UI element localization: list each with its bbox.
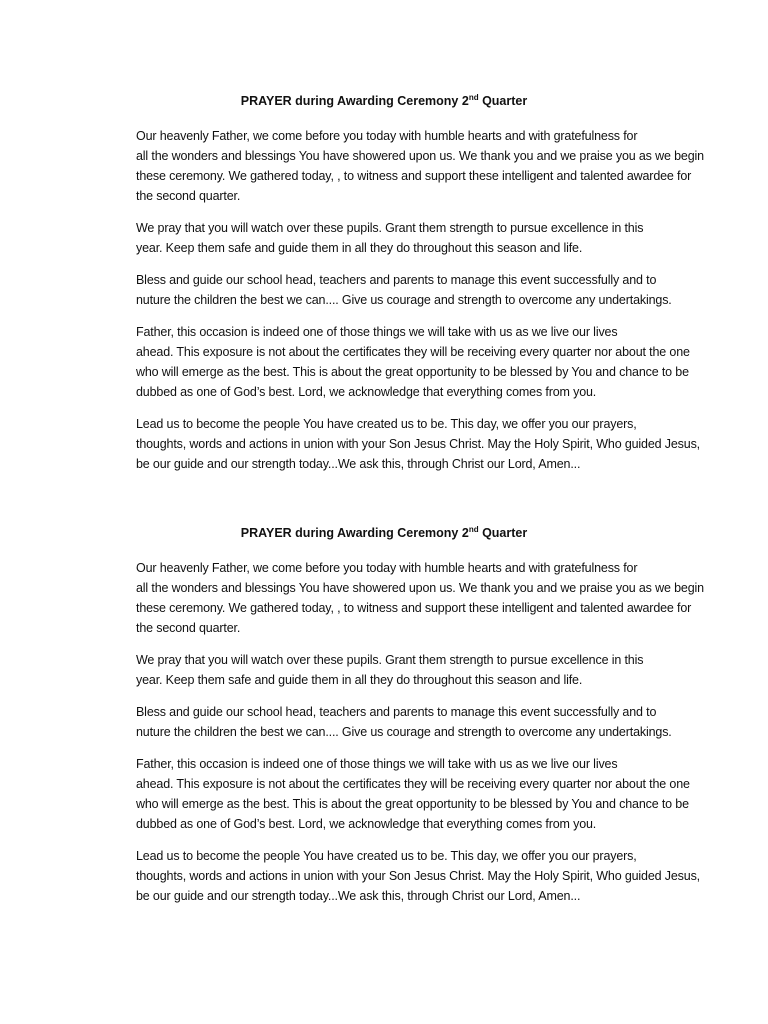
text-line: Lead us to become the people You have created us to be. This day, we offer you our prayers, — [136, 849, 637, 863]
text-line: Bless and guide our school head, teachers and parents to manage this event successfully and to — [136, 705, 657, 719]
paragraph-occasion — [90, 754, 690, 834]
paragraph-school-head — [90, 270, 678, 310]
title-suffix: Quarter — [478, 94, 528, 108]
text-line: We pray that you will watch over these pupils. Grant them strength to pursue excellence in this — [136, 653, 644, 667]
paragraph-closing — [90, 414, 701, 474]
paragraph-school-head — [90, 702, 678, 742]
title-suffix: Quarter — [478, 526, 528, 540]
text-line: nuture the children the best we can.... Give us courage and strength to overcome any undertakings. — [136, 725, 672, 739]
text-line: Our heavenly Father, we come before you today with humble hearts and with gratefulness for — [136, 129, 638, 143]
text-line: year. Keep them safe and guide them in all they do throughout this season and life. — [136, 673, 583, 687]
text-line: the second quarter. — [136, 189, 241, 203]
title-superscript: nd — [468, 524, 479, 534]
prayer-title — [90, 92, 678, 111]
paragraph-occasion — [90, 322, 690, 402]
text-line: thoughts, words and actions in union with your Son Jesus Christ. May the Holy Spirit, Who guided Jesus, — [136, 437, 701, 451]
text-line: year. Keep them safe and guide them in all they do throughout this season and life. — [136, 241, 583, 255]
text-line: Bless and guide our school head, teachers and parents to manage this event successfully and to — [136, 273, 657, 287]
text-line: Father, this occasion is indeed one of those things we will take with us as we live our lives — [136, 757, 618, 771]
text-line: who will emerge as the best. This is about the great opportunity to be blessed by You and chance to be — [136, 365, 689, 379]
text-line: thoughts, words and actions in union with your Son Jesus Christ. May the Holy Spirit, Who guided Jesus, — [136, 869, 701, 883]
text-line: be our guide and our strength today...We ask this, through Christ our Lord, Amen... — [136, 889, 581, 903]
text-line: We pray that you will watch over these pupils. Grant them strength to pursue excellence in this — [136, 221, 644, 235]
paragraph-opening — [90, 558, 704, 638]
text-line: the second quarter. — [136, 621, 241, 635]
paragraph-closing — [90, 846, 701, 906]
paragraph-pupils — [90, 650, 678, 690]
paragraph-opening — [90, 126, 704, 206]
text-line: be our guide and our strength today...We ask this, through Christ our Lord, Amen... — [136, 457, 581, 471]
text-line: nuture the children the best we can.... Give us courage and strength to overcome any undertakings. — [136, 293, 672, 307]
title-superscript: nd — [468, 92, 479, 102]
paragraph-pupils — [90, 218, 678, 258]
prayer-section-1 — [90, 92, 704, 486]
title-main: PRAYER during Awarding Ceremony 2 — [240, 94, 469, 108]
title-main: PRAYER during Awarding Ceremony 2 — [240, 526, 469, 540]
text-line: dubbed as one of God’s best. Lord, we acknowledge that everything comes from you. — [136, 817, 597, 831]
text-line: ahead. This exposure is not about the certificates they will be receiving every quarter nor about the one — [136, 777, 690, 791]
text-line: ahead. This exposure is not about the certificates they will be receiving every quarter nor about the one — [136, 345, 690, 359]
text-line: dubbed as one of God’s best. Lord, we acknowledge that everything comes from you. — [136, 385, 597, 399]
text-line: these ceremony. We gathered today, , to witness and support these intelligent and talented awardee for — [136, 169, 692, 183]
text-line: Our heavenly Father, we come before you today with humble hearts and with gratefulness for — [136, 561, 638, 575]
text-line: Lead us to become the people You have created us to be. This day, we offer you our prayers, — [136, 417, 637, 431]
prayer-title — [90, 524, 678, 543]
prayer-section-2 — [90, 524, 704, 918]
text-line: Father, this occasion is indeed one of those things we will take with us as we live our lives — [136, 325, 618, 339]
text-line: all the wonders and blessings You have showered upon us. We thank you and we praise you as we begin — [136, 149, 704, 163]
text-line: who will emerge as the best. This is about the great opportunity to be blessed by You and chance to be — [136, 797, 689, 811]
text-line: all the wonders and blessings You have showered upon us. We thank you and we praise you as we begin — [136, 581, 704, 595]
text-line: these ceremony. We gathered today, , to witness and support these intelligent and talented awardee for — [136, 601, 692, 615]
